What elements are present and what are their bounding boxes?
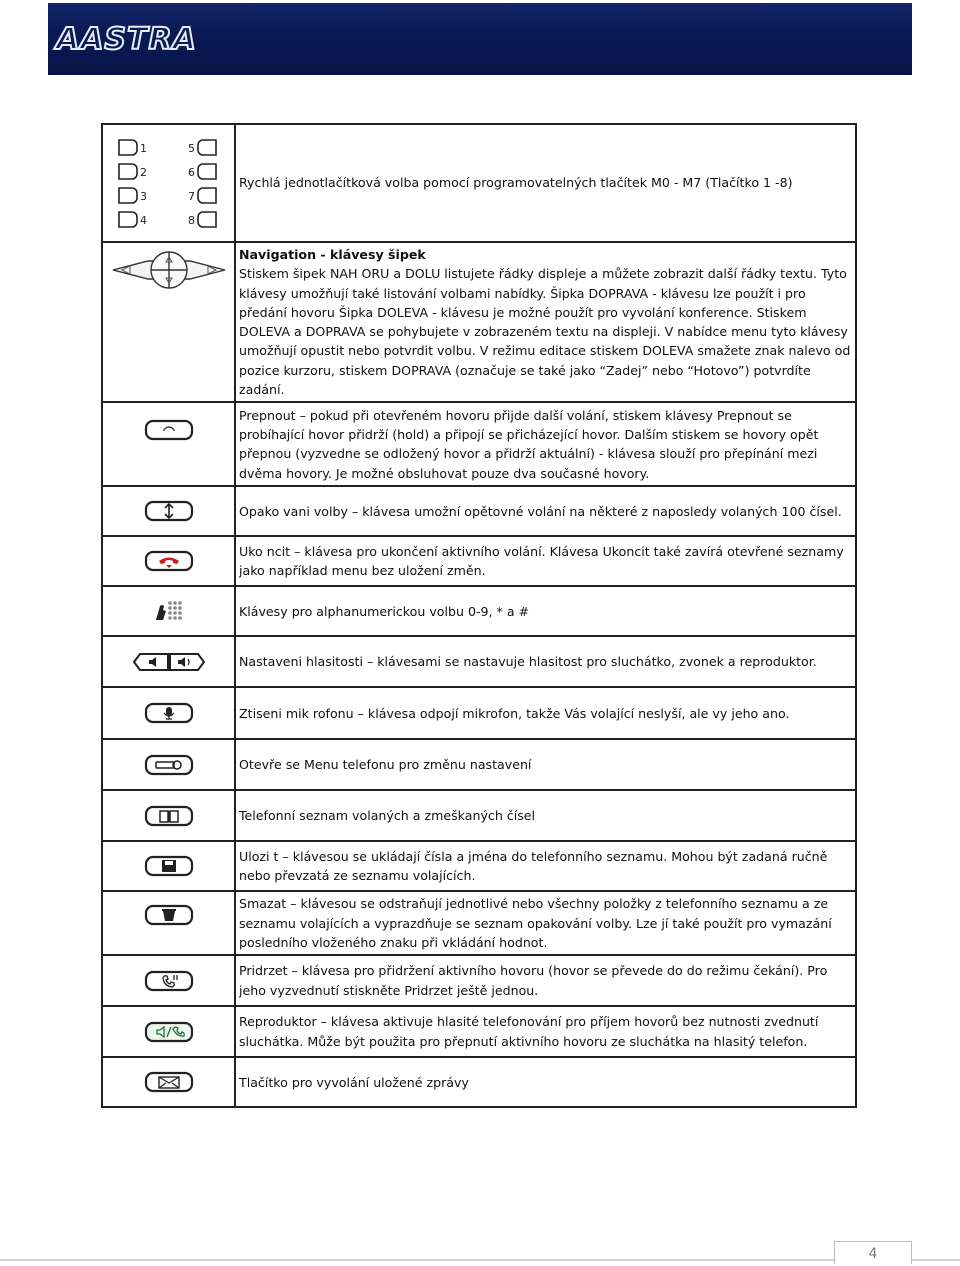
table-row — [102, 955, 856, 1006]
row-description: Smazat – klávesou se odstraňují jednotlivé nebo všechny položky z telefonního seznamu a ze seznamu volajících a vyprazdňuje se seznam opakování volby. Lze jí také použít pro vymazání posledního vloženého znaku při vkládání hodnot. — [235, 891, 856, 955]
row-description: Pridrzet – klávesa pro přidržení aktivního hovoru (hovor se převede do do režimu čekání). Pro jeho vyzvednutí stiskněte Pridrzet ještě jednou. — [235, 955, 856, 1006]
phonebook-key-icon — [144, 805, 194, 827]
row-description: Reproduktor – klávesa aktivuje hlasité telefonování pro příjem hovorů bez nutnosti zvednutí sluchátka. Může být použita pro přepnutí aktivního hovoru ze sluchátka na hlasitý telefon. — [235, 1006, 856, 1057]
row-description: Tlačítko pro vyvolání uložené zprávy — [235, 1057, 856, 1107]
table-row — [102, 1057, 856, 1107]
speed-dial-number: 4 — [139, 214, 147, 227]
table-row — [102, 841, 856, 891]
message-key-icon — [144, 1071, 194, 1093]
table-row — [102, 486, 856, 536]
row-description: Opako vani volby – klávesa umožní opětovné volání na některé z naposledy volaných 100 čísel. — [235, 486, 856, 536]
table-row — [102, 536, 856, 586]
speed-dial-number: 6 — [187, 166, 195, 179]
page-header — [48, 3, 912, 75]
volume-keys-icon — [132, 651, 206, 673]
table-row — [102, 636, 856, 687]
row-description: Telefonní seznam volaných a zmeškaných čísel — [235, 790, 856, 841]
table-row — [102, 1006, 856, 1057]
save-key-icon — [144, 855, 194, 877]
speed-dial-number: 7 — [187, 190, 195, 203]
speed-dial-number: 8 — [187, 214, 195, 227]
speed-dial-number: 3 — [139, 190, 147, 203]
key-description-table — [101, 123, 857, 1108]
row-description: Prepnout – pokud při otevřeném hovoru přijde další volání, stiskem klávesy Prepnout se probíhající hovor přidrží (hold) a připojí se přicházející hovor. Dalším stiskem se hovory opět přepnou (vyzvedne se odložený hovor a přidrží aktuální) - klávesa slouží pro přepínání mezi dvěma hovory. Je možné obsluhovat pouze dva současné hovory. — [235, 402, 856, 486]
row-description: Otevře se Menu telefonu pro změnu nastavení — [235, 739, 856, 790]
menu-key-icon — [144, 754, 194, 776]
table-row — [102, 124, 856, 242]
table-row — [102, 891, 856, 955]
row-description: Rychlá jednotlačítková volba pomocí programovatelných tlačítek M0 - M7 (Tlačítko 1 -8) — [235, 124, 856, 242]
navigation-title: Navigation - klávesy šipek — [239, 247, 426, 262]
speed-dial-keys-icon — [114, 135, 224, 231]
speaker-key-icon — [144, 1021, 194, 1043]
row-description: Ulozi t – klávesou se ukládají čísla a jména do telefonního seznamu. Mohou být zadaná ručně nebo převzatá ze seznamu volajících. — [235, 841, 856, 891]
switch-key-icon — [144, 419, 194, 441]
table-row — [102, 790, 856, 841]
footer-line — [0, 1259, 960, 1261]
row-description: Klávesy pro alphanumerickou volbu 0-9, * a # — [235, 586, 856, 636]
redial-key-icon — [144, 500, 194, 522]
row-description: Stiskem šipek NAH ORU a DOLU listujete řádky displeje a můžete zobrazit další řádky textu. Tyto klávesy umožňují také listování volbami nabídky. Šipka DOPRAVA - klávesu lze použít i pro předání hovoru Šipka DOLEVA - klávesu je možné použít pro vyvolání konference. Stiskem DOLEVA a DOPRAVA se pohybujete v zobrazeném textu na displeji. V nabídce menu tyto klávesy umožňují opustit nebo potvrdit volbu. V režimu editace stiskem DOLEVA smažete znak nalevo od pozice kurzoru, stiskem DOPRAVA (označuje se také jako “Zadej” nebo “Hotovo”) potvrdíte zadání. — [239, 266, 851, 398]
table-row — [102, 586, 856, 636]
table-row — [102, 739, 856, 790]
delete-key-icon — [144, 904, 194, 926]
row-description: Ztiseni mik rofonu – klávesa odpojí mikrofon, takže Vás volající neslyší, ale vy jeho ano. — [235, 687, 856, 739]
row-description: Uko ncit – klávesa pro ukončení aktivního volání. Klávesa Ukoncit také zavírá otevřené seznamy jako například menu bez uložení změn. — [235, 536, 856, 586]
speed-dial-number: 5 — [187, 142, 195, 155]
aastra-logo: AASTRA — [56, 22, 197, 57]
table-row — [102, 242, 856, 402]
table-row — [102, 687, 856, 739]
keypad-icon — [154, 600, 184, 622]
mute-key-icon — [144, 702, 194, 724]
row-description: Nastaveni hlasitosti – klávesami se nastavuje hlasitost pro sluchátko, zvonek a reproduktor. — [235, 636, 856, 687]
hold-key-icon — [144, 970, 194, 992]
page-number: 4 — [834, 1241, 912, 1264]
table-row — [102, 402, 856, 486]
speed-dial-number: 1 — [139, 142, 147, 155]
navigation-keys-icon — [110, 249, 228, 291]
speed-dial-number: 2 — [139, 166, 147, 179]
end-call-key-icon — [144, 550, 194, 572]
